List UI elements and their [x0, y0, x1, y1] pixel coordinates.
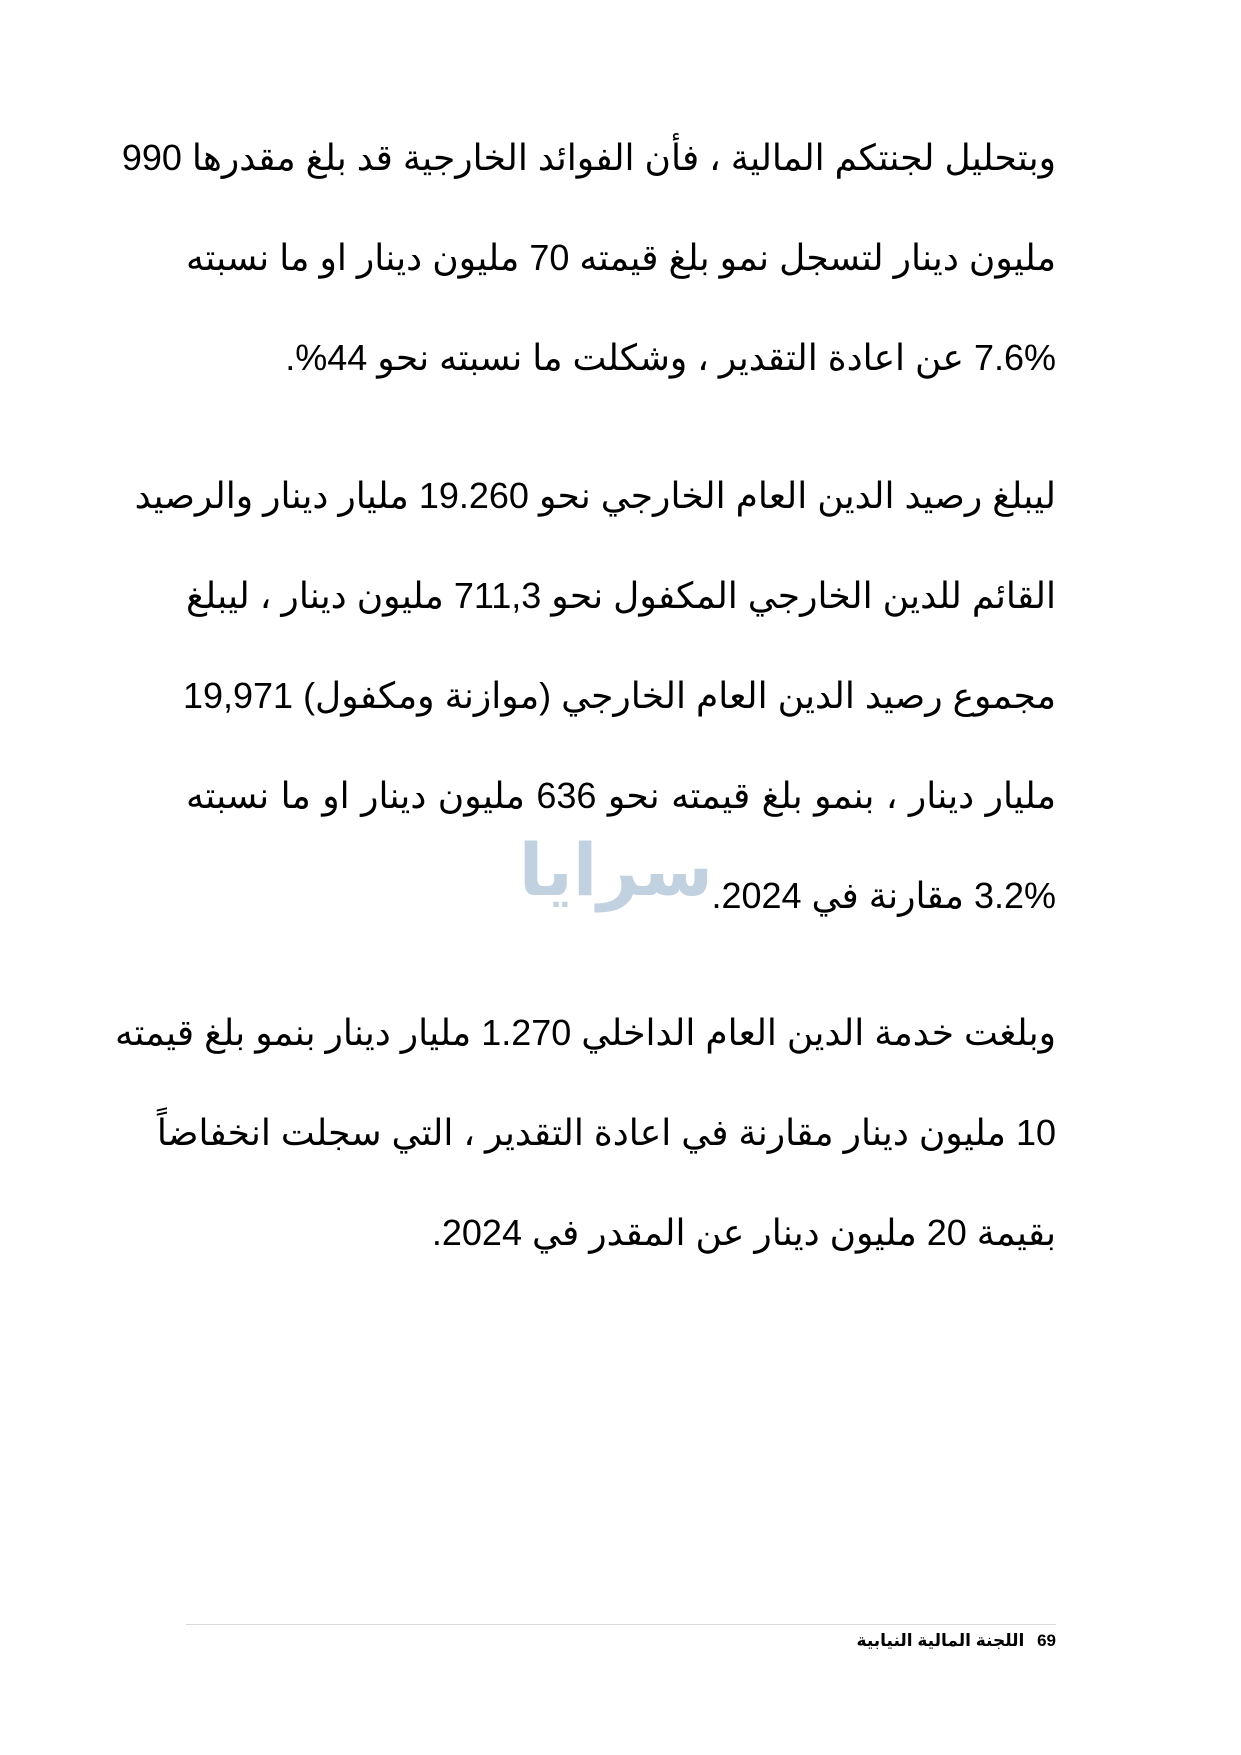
paragraph-1-line-2: مليون دينار لتسجل نمو بلغ قيمته 70 مليون دينار او ما نسبته [186, 237, 1056, 278]
paragraph-3-line-1: وبلغت خدمة الدين العام الداخلي 1.270 مليار دينار بنمو بلغ قيمته [115, 1012, 1056, 1053]
paragraph-1-line-3: 7.6% عن اعادة التقدير ، وشكلت ما نسبته نحو 44%. [285, 337, 1056, 378]
footer-committee-name: اللجنة المالية النيابية [856, 1631, 1025, 1650]
footer-divider [186, 1624, 1056, 1625]
paragraph-3-line-3: بقيمة 20 مليون دينار عن المقدر في 2024. [431, 1212, 1056, 1253]
page-number: 69 [1037, 1631, 1056, 1650]
sarayanews-watermark-logo: سرايا [518, 828, 713, 912]
paragraph-2-line-3: مجموع رصيد الدين العام الخارجي (موازنة ومكفول) 19,971 [182, 675, 1056, 716]
paragraph-2-line-5: 3.2% مقارنة في 2024. [711, 875, 1056, 916]
paragraph-3-line-2: 10 مليون دينار مقارنة في اعادة التقدير ، التي سجلت انخفاضاً [156, 1112, 1056, 1153]
paragraph-1-line-1: وبتحليل لجنتكم المالية ، فأن الفوائد الخارجية قد بلغ مقدرها 990 [121, 137, 1056, 178]
paragraph-2-line-2: القائم للدين الخارجي المكفول نحو 711,3 مليون دينار ، ليبلغ [186, 575, 1056, 616]
paragraph-2-line-4: مليار دينار ، بنمو بلغ قيمته نحو 636 مليون دينار او ما نسبته [186, 775, 1056, 816]
paragraph-2-line-1: ليبلغ رصيد الدين العام الخارجي نحو 19.260 مليار دينار والرصيد [134, 475, 1056, 516]
page-footer [186, 1628, 1056, 1654]
